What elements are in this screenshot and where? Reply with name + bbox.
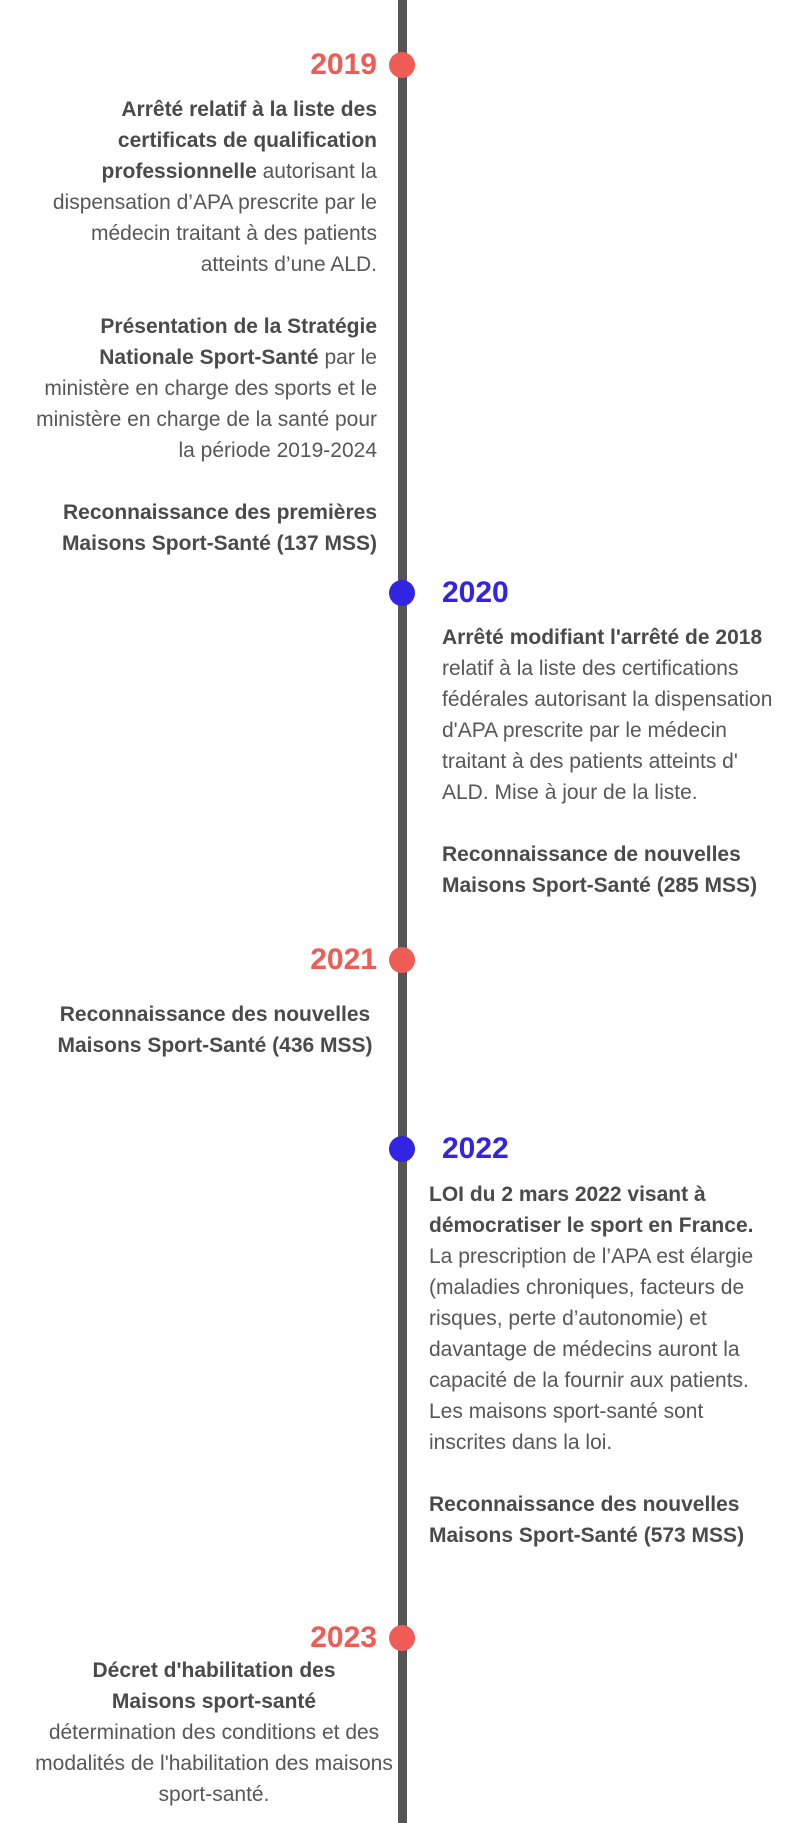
entry-2020-arrete: Arrêté modifiant l'arrêté de 2018 relatif à la liste des certifications fédérales autorisant la dispensation d'APA prescrite par le médecin traitant à des patients atteints d' ALD. Mise à jour de la liste.: [442, 626, 773, 804]
year-2023-marker: [389, 1625, 415, 1651]
year-2019-label: 2019: [310, 48, 377, 81]
entries-2020: [442, 622, 787, 901]
entry-2022-reconnaissance: Reconnaissance des nouvelles Maisons Sport-Santé (573 MSS): [429, 1493, 745, 1547]
year-2019-marker: [389, 52, 415, 78]
entry-2020-reconnaissance: Reconnaissance de nouvelles Maisons Sport-Santé (285 MSS): [442, 843, 758, 897]
entry-2019-strategie: Présentation de la Stratégie Nationale Sport-Santé par le ministère en charge des sports et le ministère en charge de la santé pour la période 2019-2024: [36, 315, 377, 462]
entry-2019-arrete: Arrêté relatif à la liste des certificats de qualification professionnelle autorisant la dispensation d’APA prescrite par le médecin traitant à des patients atteints d’une ALD.: [52, 98, 377, 276]
year-2020-label: 2020: [442, 576, 509, 609]
entries-2023: [33, 1655, 395, 1810]
entries-2022: [429, 1179, 779, 1551]
year-2021-label: 2021: [310, 943, 377, 976]
entries-2021: [40, 999, 390, 1061]
entry-2022-loi: LOI du 2 mars 2022 visant à démocratiser le sport en France. La prescription de l’APA est élargie (maladies chroniques, facteurs de risques, perte d’autonomie) et davantage de médecins auront la capacité de la fournir aux patients. Les maisons sport-santé sont inscrites dans la loi.: [429, 1183, 754, 1454]
year-2020-marker: [389, 580, 415, 606]
year-2023-label: 2023: [310, 1621, 377, 1654]
entry-2019-reconnaissance: Reconnaissance des premières Maisons Sport-Santé (137 MSS): [61, 501, 377, 555]
year-2022-marker: [389, 1136, 415, 1162]
year-2021-marker: [389, 947, 415, 973]
entry-2021-reconnaissance: Reconnaissance des nouvelles Maisons Sport-Santé (436 MSS): [57, 1003, 373, 1057]
year-2022-label: 2022: [442, 1132, 509, 1165]
entries-2019: [28, 94, 377, 559]
entry-2023-decret: Décret d'habilitation des Maisons sport-santé détermination des conditions et des modalités de l'habilitation des maisons sport-santé.: [35, 1659, 393, 1806]
timeline-axis: [398, 0, 407, 1823]
